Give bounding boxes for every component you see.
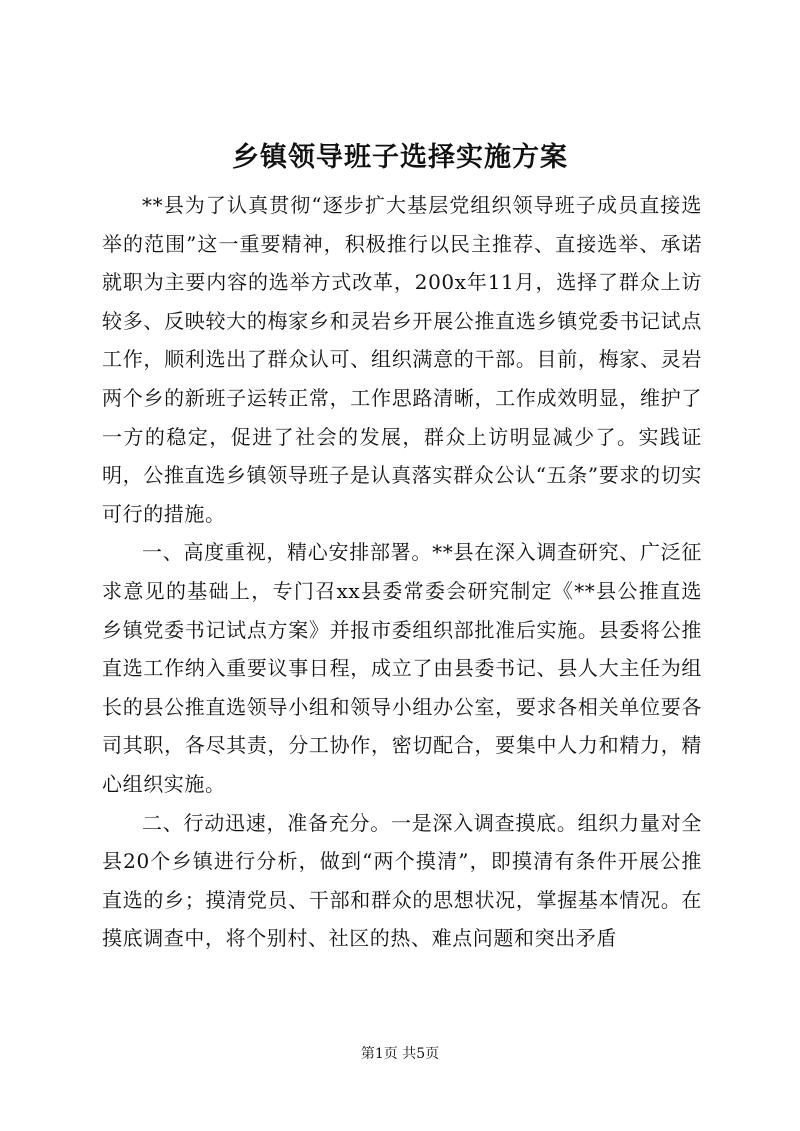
paragraph-intro: **县为了认真贯彻“逐步扩大基层党组织领导班子成员直接选举的范围”这一重要精神，积极推行以民主推荐、直接选举、承诺就职为主要内容的选举方式改革，200x年11月，选择了群众上访较多、反映较大的梅家乡和灵岩乡开展公推直选乡镇党委书记试点工作，顺利选出了群众认可、组织满意的干部。目前，梅家、灵岩两个乡的新班子运转正常，工作思路清晰，工作成效明显，维护了一方的稳定，促进了社会的发展，群众上访明显减少了。实践证明，公推直选乡镇领导班子是认真落实群众公认“五条”要求的切实可行的措施。 <box>102 193 702 526</box>
document-body <box>102 186 702 958</box>
paragraph-section-1: 一、高度重视，精心安排部署。**县在深入调查研究、广泛征求意见的基础上，专门召xx县委常委会研究制定《**县公推直选乡镇党委书记试点方案》并报市委组织部批准后实施。县委将公推直选工作纳入重要议事日程，成立了由县委书记、县人大主任为组长的县公推直选领导小组和领导小组办公室，要求各相关单位要各司其职，各尽其责，分工协作，密切配合，要集中人力和精力，精心组织实施。 <box>102 540 702 796</box>
document-title: 乡镇领导班子选择实施方案 <box>232 142 568 173</box>
paragraph-section-2: 二、行动迅速，准备充分。一是深入调查摸底。组织力量对全县20个乡镇进行分析，做到“两个摸清”，即摸清有条件开展公推直选的乡；摸清党员、干部和群众的思想状况，掌握基本情况。在摸底调查中，将个别村、社区的热、难点问题和突出矛盾 <box>102 810 702 951</box>
page-footer: 第1页 共5页 <box>360 1046 440 1062</box>
